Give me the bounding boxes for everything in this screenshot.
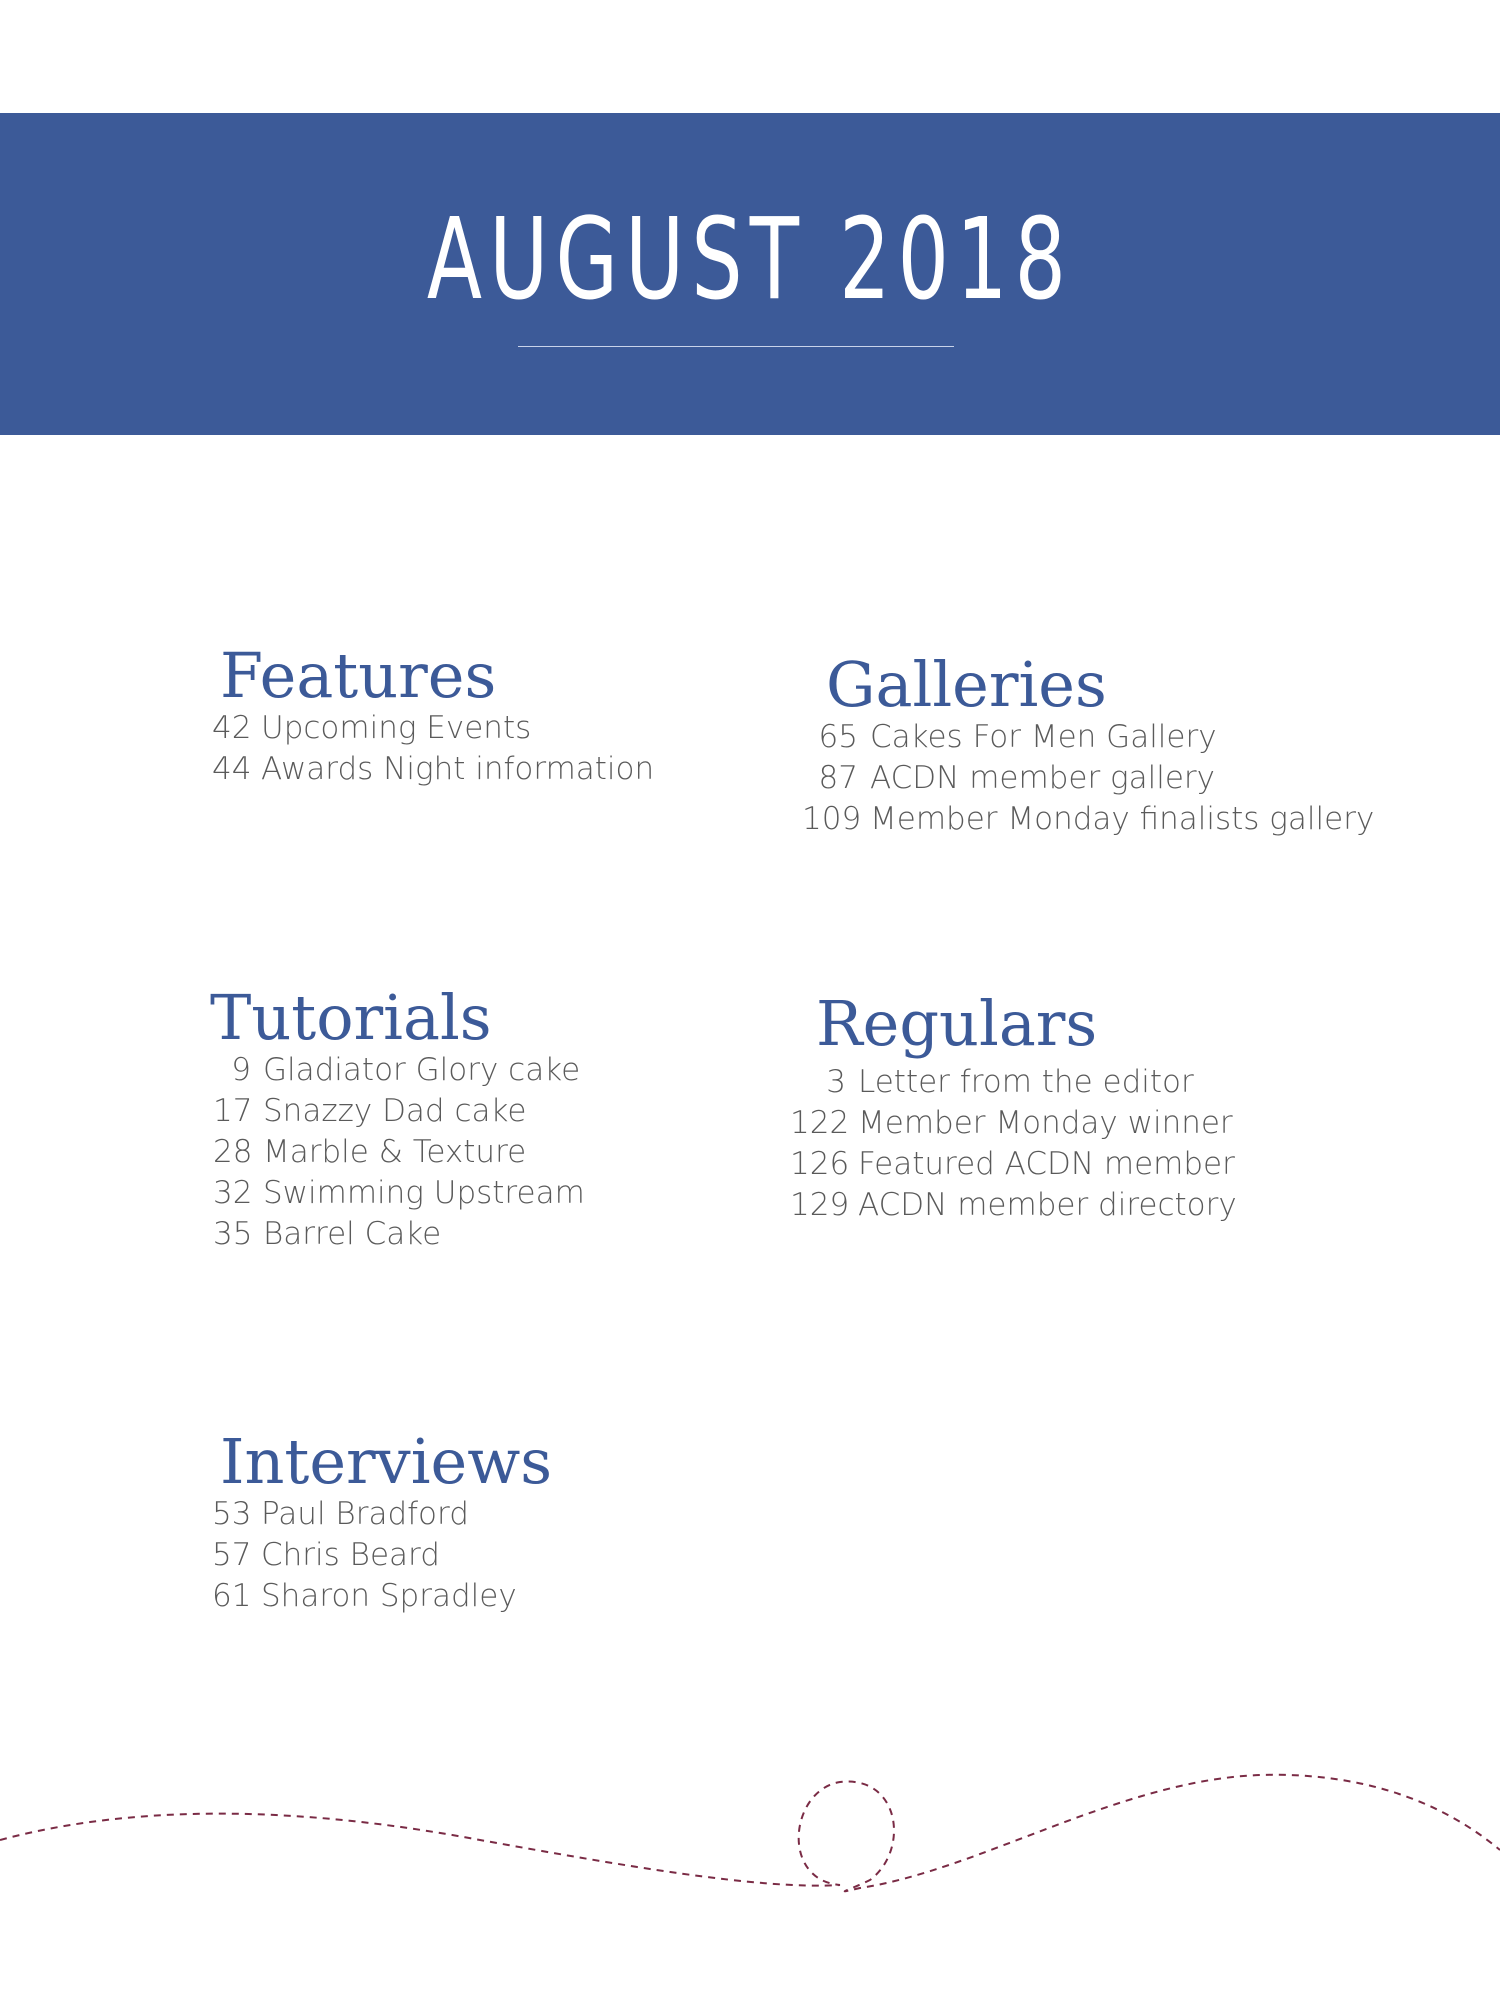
entry-title: Sharon Spradley: [261, 1578, 517, 1614]
entry-title: Featured ACDN member: [858, 1146, 1235, 1182]
section-galleries: [802, 648, 1375, 840]
toc-entry[interactable]: [790, 1144, 1237, 1185]
entry-title: ACDN member gallery: [870, 760, 1216, 796]
toc-entry[interactable]: [790, 1062, 1237, 1103]
dashed-line: [0, 1775, 1500, 1891]
page-number: 65: [818, 719, 858, 755]
entry-title: Cakes For Men Gallery: [870, 719, 1217, 755]
toc-entry[interactable]: [212, 1494, 552, 1535]
entry-title: ACDN member directory: [858, 1187, 1237, 1223]
entry-title: Member Monday finalists gallery: [870, 801, 1375, 837]
dashed-swirl-decoration: [0, 1760, 1500, 1900]
toc-entry[interactable]: [212, 749, 654, 790]
page-number: 126: [790, 1146, 850, 1182]
title-underline: [518, 346, 954, 347]
page-number: 17: [213, 1093, 253, 1129]
page-number: 42: [212, 710, 252, 746]
entry-title: Chris Beard: [261, 1537, 440, 1573]
toc-entry[interactable]: [802, 717, 1374, 758]
page-number: 44: [212, 751, 252, 787]
page-number: 9: [231, 1052, 251, 1088]
toc-entry[interactable]: [790, 1103, 1237, 1144]
toc-entry[interactable]: [802, 799, 1374, 840]
page-number: 35: [213, 1216, 253, 1252]
toc-entry[interactable]: [213, 1091, 585, 1132]
page-number: 87: [818, 760, 858, 796]
toc-entry[interactable]: [213, 1132, 585, 1173]
toc-entry[interactable]: [802, 758, 1374, 799]
entry-title: Member Monday winner: [858, 1105, 1233, 1141]
page-number: 57: [212, 1537, 252, 1573]
page-number: 61: [212, 1578, 252, 1614]
entry-title: Barrel Cake: [263, 1216, 442, 1252]
entry-title: Gladiator Glory cake: [263, 1052, 581, 1088]
section-heading-galleries: Galleries: [826, 648, 1107, 721]
toc-entry[interactable]: [213, 1214, 585, 1255]
toc-entry[interactable]: [212, 1576, 552, 1617]
toc-entry[interactable]: [212, 708, 654, 749]
toc-entry[interactable]: [213, 1050, 585, 1091]
entry-title: Upcoming Events: [261, 710, 532, 746]
section-heading-features: Features: [220, 639, 497, 712]
section-interviews: [212, 1425, 553, 1617]
page-number: 28: [213, 1134, 253, 1170]
page-number: 3: [826, 1064, 846, 1100]
section-heading-tutorials: Tutorials: [210, 981, 492, 1054]
page-number: 109: [802, 801, 862, 837]
entry-title: Swimming Upstream: [263, 1175, 585, 1211]
page-number: 129: [790, 1187, 850, 1223]
page-number: 122: [790, 1105, 850, 1141]
issue-title: AUGUST 2018: [426, 195, 1074, 325]
toc-entry[interactable]: [212, 1535, 552, 1576]
entry-title: Letter from the editor: [858, 1064, 1194, 1100]
section-heading-regulars: Regulars: [816, 987, 1098, 1060]
toc-entry[interactable]: [213, 1173, 585, 1214]
page-number: 32: [213, 1175, 253, 1211]
entry-title: Snazzy Dad cake: [263, 1093, 527, 1129]
section-heading-interviews: Interviews: [220, 1425, 553, 1498]
section-regulars: [790, 987, 1237, 1226]
toc-entry[interactable]: [790, 1185, 1237, 1226]
entry-title: Paul Bradford: [261, 1496, 469, 1532]
entry-title: Awards Night information: [261, 751, 655, 787]
entry-title: Marble & Texture: [263, 1134, 527, 1170]
section-tutorials: [210, 982, 585, 1255]
page-number: 53: [212, 1496, 252, 1532]
section-features: [212, 639, 655, 790]
